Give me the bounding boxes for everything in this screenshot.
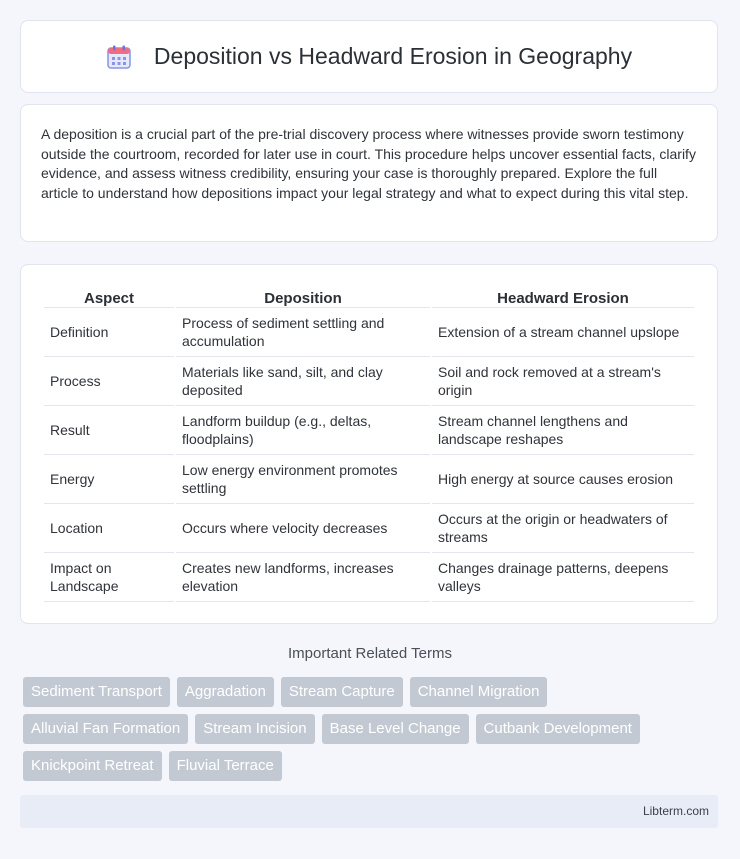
cell-aspect: Energy (44, 455, 174, 504)
page-title: Deposition vs Headward Erosion in Geography (153, 43, 633, 69)
tag-cutbank-development[interactable]: Cutbank Development (476, 714, 640, 744)
footer-site-link[interactable]: Libterm.com (642, 804, 709, 818)
cell-deposition: Materials like sand, silt, and clay deposited (176, 357, 430, 406)
intro-card (20, 104, 718, 242)
cell-headward-erosion: Extension of a stream channel upslope (432, 308, 694, 357)
table-row (44, 357, 694, 406)
tag-stream-incision[interactable]: Stream Incision (195, 714, 314, 744)
table-row (44, 553, 694, 602)
intro-text: A deposition is a crucial part of the pre-trial discovery process where witnesses provide sworn testimony outside the courtroom, recorded for later use in court. This procedure helps uncover essential facts, clarify evidence, and assess witness credibility, ensuring your case is thoroughly prepared. Explore the full article to understand how depositions impact your legal strategy and what to expect during this vital step. (41, 126, 696, 201)
table-row (44, 406, 694, 455)
tag-alluvial-fan-formation[interactable]: Alluvial Fan Formation (23, 714, 188, 744)
cell-aspect: Location (44, 504, 174, 553)
column-header-deposition: Deposition (176, 287, 430, 308)
cell-headward-erosion: Occurs at the origin or headwaters of streams (432, 504, 694, 553)
tag-stream-capture[interactable]: Stream Capture (281, 677, 403, 707)
tag-sediment-transport[interactable]: Sediment Transport (23, 677, 170, 707)
footer (20, 795, 718, 828)
cell-deposition: Low energy environment promotes settling (176, 455, 430, 504)
column-header-headward-erosion: Headward Erosion (432, 287, 694, 308)
cell-headward-erosion: High energy at source causes erosion (432, 455, 694, 504)
tag-knickpoint-retreat[interactable]: Knickpoint Retreat (23, 751, 162, 781)
tag-fluvial-terrace[interactable]: Fluvial Terrace (169, 751, 282, 781)
tag-aggradation[interactable]: Aggradation (177, 677, 274, 707)
cell-headward-erosion: Changes drainage patterns, deepens valleys (432, 553, 694, 602)
cell-deposition: Landform buildup (e.g., deltas, floodplains) (176, 406, 430, 455)
calendar-icon (106, 44, 132, 70)
comparison-table (42, 287, 696, 602)
comparison-card (20, 264, 718, 624)
cell-deposition: Creates new landforms, increases elevation (176, 553, 430, 602)
cell-headward-erosion: Stream channel lengthens and landscape reshapes (432, 406, 694, 455)
table-row (44, 455, 694, 504)
cell-deposition: Occurs where velocity decreases (176, 504, 430, 553)
cell-deposition: Process of sediment settling and accumulation (176, 308, 430, 357)
table-row (44, 308, 694, 357)
column-header-aspect: Aspect (44, 287, 174, 308)
cell-aspect: Definition (44, 308, 174, 357)
table-row (44, 504, 694, 553)
related-terms-heading: Important Related Terms (288, 645, 452, 662)
cell-aspect: Process (44, 357, 174, 406)
cell-aspect: Impact on Landscape (44, 553, 174, 602)
tag-base-level-change[interactable]: Base Level Change (322, 714, 469, 744)
cell-headward-erosion: Soil and rock removed at a stream's origin (432, 357, 694, 406)
tag-channel-migration[interactable]: Channel Migration (410, 677, 548, 707)
related-terms-list (23, 677, 713, 781)
table-header-row (44, 287, 694, 308)
cell-aspect: Result (44, 406, 174, 455)
title-card (20, 20, 718, 93)
